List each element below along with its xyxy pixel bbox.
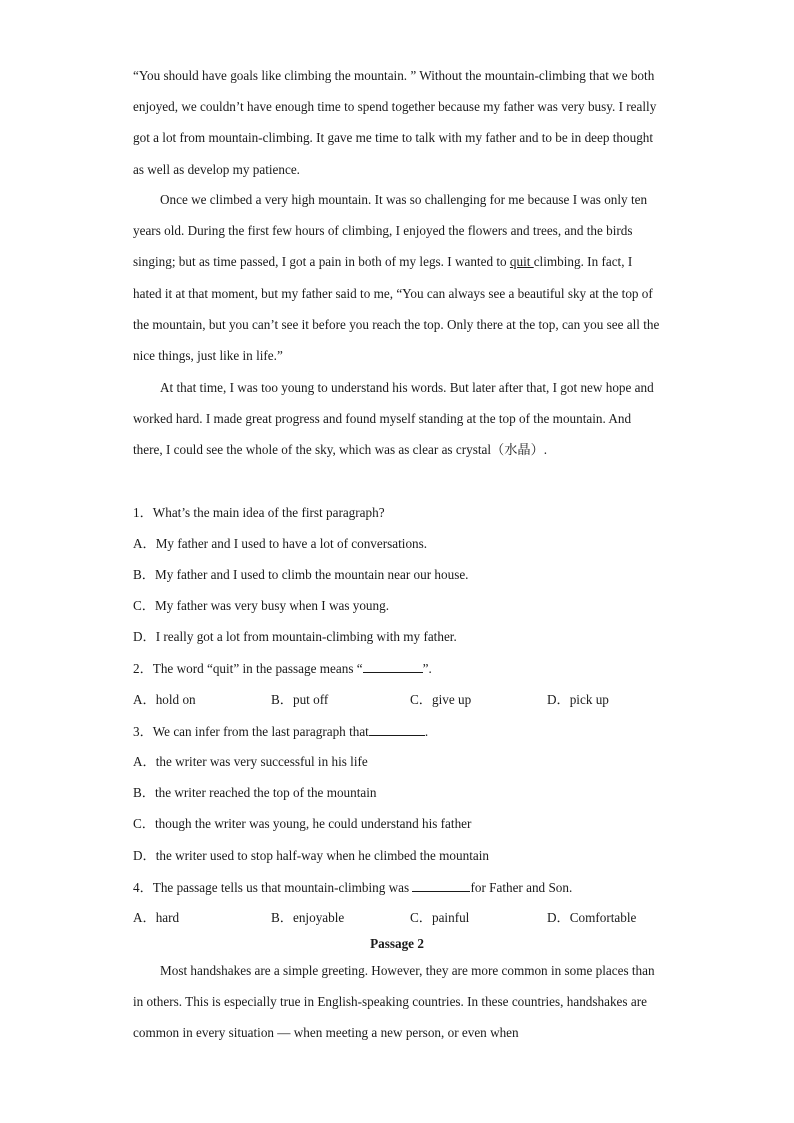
question-4-option-c[interactable]: C．painful (410, 910, 470, 925)
question-2-option-d[interactable]: D．pick up (547, 692, 609, 707)
paragraph-2-text-end: climbing. In fact, I hated it at that moment, but my father said to me, “You can always see a beautiful sky at the top of the mountain, but you can’t see it before you reach the top. Only there at the top, can you see all the nice things, just like in life.” (133, 254, 660, 364)
passage-2-title: Passage 2 (370, 936, 424, 951)
passage2-paragraph-1: Most handshakes are a simple greeting. However, they are more common in some places than in others. This is especially true in English-speaking countries. In these countries, handshakes are common in every situation — when meeting a new person, or even when (133, 963, 655, 1041)
question-2-stem-start: 2．The word “quit” in the passage means “ (133, 661, 363, 676)
question-4-option-a[interactable]: A．hard (133, 910, 180, 925)
question-3-option-c[interactable]: C．though the writer was young, he could understand his father (133, 816, 472, 831)
question-4-options (133, 908, 673, 928)
passage1-paragraph-1: “You should have goals like climbing the mountain. ” Without the mountain-climbing that we both enjoyed, we couldn’t have enough time to spend together because my father was very busy. I really got a lot from mountain-climbing. It gave me time to talk with my father and to be in deep thought as well as develop my patience. (133, 68, 657, 177)
question-4-stem-start: 4．The passage tells us that mountain-climbing was (133, 880, 413, 895)
question-4-option-d[interactable]: D．Comfortable (547, 910, 637, 925)
answer-blank[interactable] (363, 658, 423, 673)
question-3-stem-end: . (424, 724, 429, 739)
underlined-word-quit: quit (509, 254, 534, 270)
question-4-option-b[interactable]: B．enjoyable (271, 910, 345, 925)
question-2-option-a[interactable]: A．hold on (133, 692, 196, 707)
question-2-options (133, 690, 673, 710)
question-1-option-a[interactable]: A．My father and I used to have a lot of conversations. (133, 536, 428, 551)
answer-blank[interactable] (369, 721, 425, 736)
question-3-option-a[interactable]: A．the writer was very successful in his life (133, 754, 368, 769)
question-2-stem (133, 658, 673, 678)
question-2-option-c[interactable]: C．give up (410, 692, 472, 707)
paragraph-2-text-start: Once we climbed a very high mountain. It was so challenging for me because I was only ten years old. During the first few hours of climbing, I enjoyed the flowers and trees, and the birds singing; but as time passed, I got a pain in both of my legs. I wanted to (133, 192, 648, 270)
question-1-option-c[interactable]: C．My father was very busy when I was young. (133, 598, 390, 613)
question-2-stem-end: ”. (422, 661, 432, 676)
question-3-stem-text: 3．We can infer from the last paragraph that (133, 724, 369, 739)
passage1-paragraph-2 (133, 184, 663, 371)
passage1-paragraph-3: At that time, I was too young to understand his words. But later after that, I got new hope and worked hard. I made great progress and found myself standing at the top of the mountain. And there, I could see the whole of the sky, which was as clear as crystal（水晶）. (133, 380, 654, 458)
question-4-stem (133, 877, 673, 897)
question-1-option-b[interactable]: B．My father and I used to climb the mountain near our house. (133, 567, 469, 582)
question-3-option-b[interactable]: B．the writer reached the top of the mountain (133, 785, 377, 800)
question-4-stem-end: for Father and Son. (470, 880, 573, 895)
answer-blank[interactable] (412, 877, 470, 892)
question-1-stem: 1．What’s the main idea of the first paragraph? (133, 505, 385, 520)
question-3-stem (133, 721, 673, 741)
question-3-option-d[interactable]: D．the writer used to stop half-way when he climbed the mountain (133, 848, 489, 863)
question-2-option-b[interactable]: B．put off (271, 692, 329, 707)
question-1-option-d[interactable]: D．I really got a lot from mountain-climbing with my father. (133, 629, 457, 644)
